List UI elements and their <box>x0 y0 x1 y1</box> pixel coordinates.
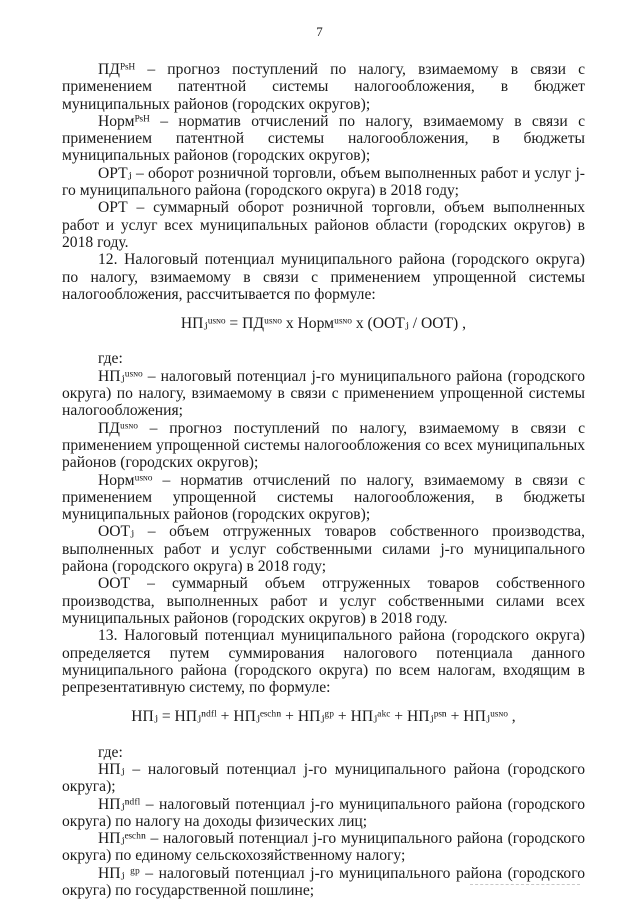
paragraph: 12. Налоговый потенциал муниципального района (городского округа) по налогу, взимаемому в связи с применением упрощенной системы налогообложения, рассчитывается по формуле: <box>62 251 585 303</box>
paragraph: НПⱼ ᵍᵖ – налоговый потенциал j-го муниципального района (городского округа) по государственной пошлине; <box>62 864 585 900</box>
document-body <box>62 61 585 899</box>
scan-artifact-line <box>470 884 580 885</box>
paragraph: ООТ – суммарный объем отгруженных товаров собственного производства, выполненных работ и услуг собственными силами всех муниципальных районов (городских округов) в 2018 году. <box>62 575 585 627</box>
page-number: 7 <box>316 24 323 39</box>
paragraph: НПⱼ – налоговый потенциал j-го муниципального района (городского округа); <box>62 760 585 796</box>
formula: НПⱼ = НПⱼⁿᵈᶠˡ + НПⱼᵉˢᶜʰⁿ + НПⱼᵍᵖ + НПⱼᵃᵏᶜ + НПⱼᵖˢⁿ + НПⱼᵘˢᶰᵒ , <box>131 708 516 726</box>
paragraph: где: <box>98 350 123 368</box>
paragraph: ПДᴾˢᴴ – прогноз поступлений по налогу, взимаемому в связи с применением патентной системы налогообложения, в бюджет муниципальных районов (городских округов); <box>62 61 585 113</box>
paragraph: 13. Налоговый потенциал муниципального района (городского округа) определяется путем суммирования налогового потенциала данного муниципального района (городского округа) по всем налогам, входящим в репрезентативную систему, по формуле: <box>62 627 585 697</box>
paragraph: ПДᵘˢᶰᵒ – прогноз поступлений по налогу, взимаемому в связи с применением упрощенной системы налогообложения со всех муниципальных районов (городских округов); <box>62 419 585 472</box>
paragraph: где: <box>98 743 123 761</box>
paragraph: Нормᵘˢᶰᵒ – норматив отчислений по налогу, взимаемому в связи с применением упрощенной системы налогообложения, в бюджеты муниципальных районов (городских округов); <box>62 471 585 524</box>
formula: НПⱼᵘˢᶰᵒ = ПДᵘˢᶰᵒ х Нормᵘˢᶰᵒ х (ООТⱼ / ООТ) , <box>180 315 467 333</box>
paragraph: НПⱼᵘˢᶰᵒ – налоговый потенциал j-го муниципального района (городского округа) по налогу, взимаемому в связи с применением упрощенной системы налогообложения; <box>62 367 585 420</box>
paragraph: НПⱼᵉˢᶜʰⁿ – налоговый потенциал j-го муниципального района (городского округа) по единому сельскохозяйственному налогу; <box>62 830 585 865</box>
paragraph: ООТⱼ – объем отгруженных товаров собственного производства, выполненных работ и услуг собственными силами j-го муниципального района (городского округа) в 2018 году; <box>62 523 585 576</box>
paragraph: ОРТ – суммарный оборот розничной торговли, объем выполненных работ и услуг всех муниципальных районов области (городских округов) в 2018 году. <box>62 199 585 251</box>
paragraph: НПⱼⁿᵈᶠˡ – налоговый потенциал j-го муниципального района (городского округа) по налогу на доходы физических лиц; <box>62 795 585 830</box>
paragraph: ОРТⱼ – оборот розничной торговли, объем выполненных работ и услуг j-го муниципального района (городского округа) в 2018 году; <box>62 164 585 200</box>
paragraph: Нормᴾˢᴴ – норматив отчислений по налогу, взимаемому в связи с применением патентной системы налогообложения, в бюджеты муниципальных районов (городских округов); <box>62 112 585 165</box>
